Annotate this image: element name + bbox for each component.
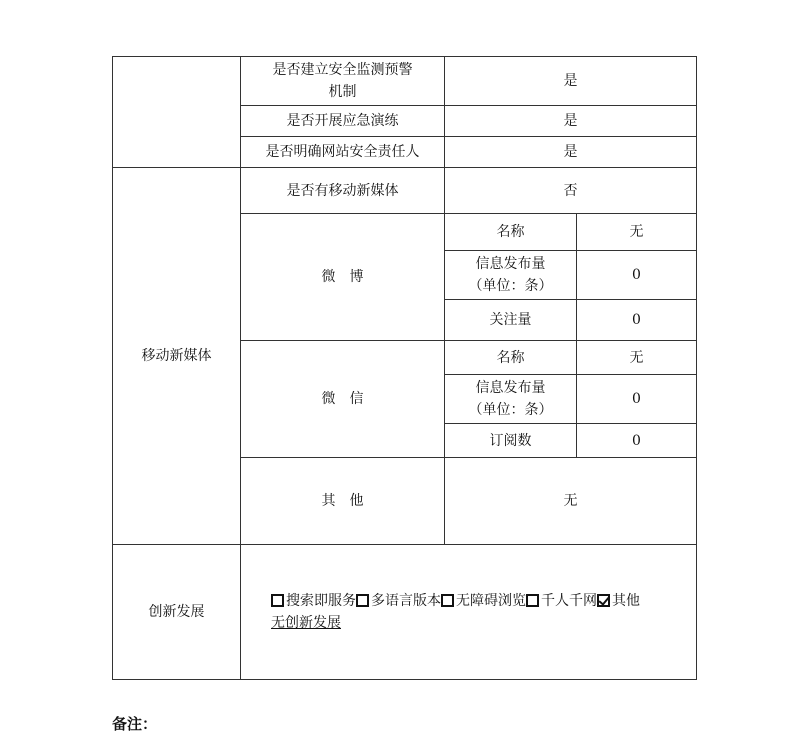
monitoring-label: 是否建立安全监测预警机制 — [241, 57, 445, 106]
wechat-name-label: 名称 — [445, 341, 577, 375]
innovation-section-label: 创新发展 — [113, 545, 241, 680]
wechat-subscribe-value: 0 — [577, 424, 697, 458]
checkbox-checked-icon[interactable] — [597, 594, 610, 607]
weibo-follow-value: 0 — [577, 300, 697, 341]
innovation-other-text: 无创新发展 — [271, 615, 341, 631]
checkbox-icon[interactable] — [356, 594, 369, 607]
wechat-subscribe-label: 订阅数 — [445, 424, 577, 458]
drill-value: 是 — [445, 106, 697, 137]
wechat-publish-value: 0 — [577, 375, 697, 424]
checkbox-icon[interactable] — [526, 594, 539, 607]
option-accessibility[interactable]: 无障碍浏览 — [441, 593, 526, 609]
security-section-cell — [113, 57, 241, 168]
responsible-value: 是 — [445, 137, 697, 168]
wechat-name-value: 无 — [577, 341, 697, 375]
weibo-publish-label: 信息发布量（单位：条） — [445, 251, 577, 300]
other-label: 其 他 — [241, 458, 445, 545]
weibo-follow-label: 关注量 — [445, 300, 577, 341]
drill-label: 是否开展应急演练 — [241, 106, 445, 137]
other-value: 无 — [445, 458, 697, 545]
remark-label: 备注： — [112, 715, 158, 733]
wechat-label: 微 信 — [241, 341, 445, 458]
innovation-options — [241, 545, 697, 680]
option-search-as-service[interactable]: 搜索即服务 — [271, 593, 356, 609]
mobile-section-label: 移动新媒体 — [113, 168, 241, 545]
option-multilingual[interactable]: 多语言版本 — [356, 593, 441, 609]
innovation-option-list — [271, 590, 696, 612]
responsible-label: 是否明确网站安全责任人 — [241, 137, 445, 168]
wechat-publish-label: 信息发布量（单位：条） — [445, 375, 577, 424]
has-mobile-value: 否 — [445, 168, 697, 214]
has-mobile-label: 是否有移动新媒体 — [241, 168, 445, 214]
option-personalized[interactable]: 千人千网 — [526, 593, 597, 609]
option-other[interactable]: 其他 — [597, 593, 640, 609]
weibo-name-value: 无 — [577, 214, 697, 251]
weibo-name-label: 名称 — [445, 214, 577, 251]
checkbox-icon[interactable] — [441, 594, 454, 607]
monitoring-value: 是 — [445, 57, 697, 106]
weibo-publish-value: 0 — [577, 251, 697, 300]
report-table — [112, 56, 697, 680]
checkbox-icon[interactable] — [271, 594, 284, 607]
weibo-label: 微 博 — [241, 214, 445, 341]
